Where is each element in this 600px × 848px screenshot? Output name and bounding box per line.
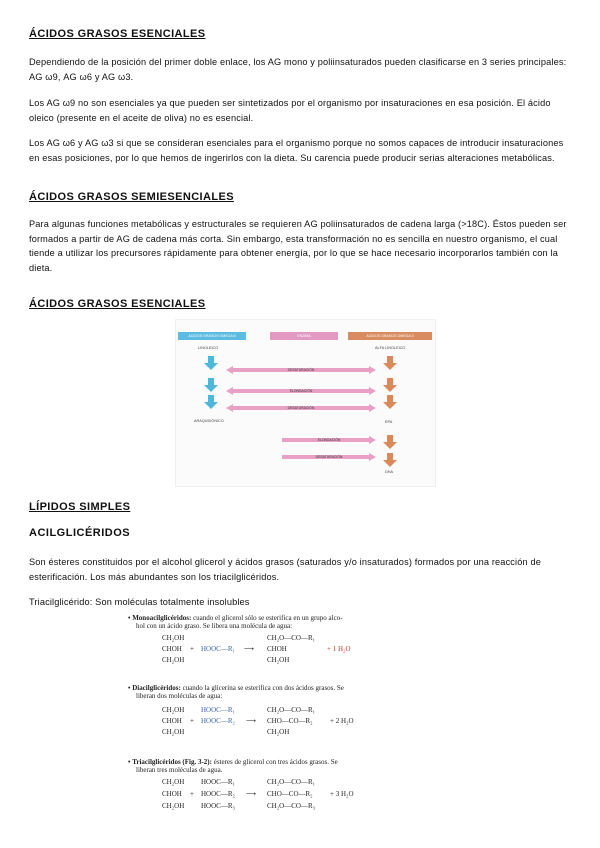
paragraph: Los AG ω9 no son esenciales ya que pueden ser sintetizados por el organismo por insaturaciones en esa posición. El ácido oleico (presente en el aceite de oliva) no es esencial.: [29, 98, 551, 123]
formula: HOOC—R₁: [201, 706, 235, 714]
down-arrow-icon: [204, 395, 218, 409]
mono-title: Monoacilglicéridos:: [132, 614, 192, 622]
heading-lipidos-simples: LÍPIDOS SIMPLES: [29, 501, 131, 513]
formula: HOOC—R₃: [201, 802, 235, 810]
bullet: •: [128, 758, 131, 766]
formula: + 1 H₂O: [327, 645, 351, 653]
acylglyceride-reactions-image: [128, 612, 389, 818]
formula: ⟶: [244, 645, 255, 653]
omega3-header: ACIDOS GRASOS OMEGA 3: [348, 332, 432, 340]
tri-title: Triacilglicéridos (Fig. 3-2):: [132, 758, 212, 766]
epa-label: EPA: [385, 420, 393, 424]
down-arrow-icon: [383, 453, 397, 467]
mono-desc2: hol con un ácido graso. Se libera una molécula de agua:: [136, 622, 293, 630]
formula: +: [190, 645, 194, 653]
mono-desc: cuando el glicerol sólo se esterifica en un grupo alco-: [193, 614, 343, 622]
heading-acidos-grasos-esenciales-2: ÁCIDOS GRASOS ESENCIALES: [29, 298, 206, 310]
formula: +: [190, 717, 194, 725]
di-desc2: liberan dos moléculas de agua:: [136, 692, 223, 700]
dha-label: DHA: [385, 470, 394, 474]
formula: CH₂OH: [267, 656, 290, 664]
formula: CHOH: [162, 717, 182, 725]
down-arrow-icon: [383, 395, 397, 409]
formula: ⟶: [246, 790, 257, 798]
enzyme-arrow: ELONGACIÓN: [282, 437, 376, 443]
tri-desc: ésteres de glicerol con tres ácidos grasos. Se: [213, 758, 338, 766]
formula: +: [190, 790, 194, 798]
paragraph: Dependiendo de la posición del primer doble enlace, los AG mono y poliinsaturados pueden clasificarse en 3 series principales: AG ω9, AG ω6 y AG ω3.: [29, 57, 567, 82]
enzyme-arrow: DESATURACIÓN: [226, 367, 376, 373]
di-desc: cuando la glicerina se esterifica con dos ácidos grasos. Se: [182, 684, 344, 692]
formula: CH₂OH: [267, 728, 290, 736]
paragraph: Los AG ω6 y AG ω3 si que se consideran esenciales para el organismo porque no somos capaces de introducir insaturaciones en esas posiciones, por lo que hemos de ingerirlos con la dieta. Su carencia puede producir serias alteraciones metabólicas.: [29, 138, 564, 163]
heading-acidos-grasos-esenciales: ÁCIDOS GRASOS ESENCIALES: [29, 28, 206, 40]
paragraph-triacilglicerido: Triacilglicérido: Son moléculas totalmente insolubles: [29, 597, 250, 607]
di-title: Diacilglicéridos:: [132, 684, 181, 692]
formula: CHOH: [267, 645, 287, 653]
araquidonico-label: ARAQUIDÓNICO: [194, 419, 224, 423]
formula: ⟶: [246, 717, 257, 725]
omega6-header: ACIDOS GRASOS OMEGA 6: [178, 332, 246, 340]
formula: CH₂OH: [162, 728, 185, 736]
tri-desc2: liberan tres moléculas de agua.: [136, 766, 223, 774]
bullet: •: [128, 684, 131, 692]
alfa-linoleico-label: ALFA LINOLEICO: [375, 346, 406, 350]
formula: CH₂O—CO—R₁: [267, 778, 316, 786]
down-arrow-icon: [383, 435, 397, 449]
formula: CHOH: [162, 790, 182, 798]
enzyme-header: ENZIMA: [270, 332, 338, 340]
formula: CHOH: [162, 645, 182, 653]
omega-pathway-diagram: [175, 319, 436, 487]
enzyme-arrow: DESATURACIÓN: [226, 405, 376, 411]
linoleico-label: LINOLEICO: [198, 346, 219, 350]
formula: + 3 H₂O: [330, 790, 354, 798]
enzyme-arrow: ELONGACIÓN: [226, 388, 376, 394]
formula: CH₂OH: [162, 656, 185, 664]
formula: HOOC—R₁: [201, 778, 235, 786]
formula: HOOC—R₂: [201, 717, 235, 725]
formula: CHO—CO—R₂: [267, 790, 313, 798]
formula: CH₂O—CO—R₃: [267, 802, 316, 810]
down-arrow-icon: [204, 378, 218, 392]
down-arrow-icon: [383, 378, 397, 392]
heading-acidos-grasos-semiesenciales: ÁCIDOS GRASOS SEMIESENCIALES: [29, 191, 234, 203]
formula: CH₂OH: [162, 778, 185, 786]
down-arrow-icon: [204, 356, 218, 370]
formula: CH₂OH: [162, 634, 185, 642]
paragraph: Para algunas funciones metabólicas y estructurales se requieren AG poliinsaturados de cadena larga (>18C). Éstos pueden ser formados a partir de AG de cadena más corta. Sin embargo, esta transformación no es sencilla en nuestro organismo, el cual tiende a utilizar los precursores rápidamente para obtener energía, por lo que se hace necesario incorporarlos también con la dieta.: [29, 219, 567, 273]
formula: CHO—CO—R₂: [267, 717, 313, 725]
formula: CH₂O—CO—R₁: [267, 634, 316, 642]
formula: + 2 H₂O: [330, 717, 354, 725]
enzyme-arrow: DESATURACIÓN: [282, 454, 376, 460]
bullet: •: [128, 614, 131, 622]
paragraph: Son ésteres constituidos por el alcohol glicerol y ácidos grasos (saturados y/o insaturados) formados por una reacción de esterificación. Los más abundantes son los triacilglicéridos.: [29, 557, 541, 582]
formula: HOOC—R₂: [201, 790, 235, 798]
formula: CH₂OH: [162, 706, 185, 714]
formula: HOOC—R₁: [201, 645, 235, 653]
formula: CH₂O—CO—R₁: [267, 706, 316, 714]
formula: CH₂OH: [162, 802, 185, 810]
subheading-acilgliceridos: ACILGLICÉRIDOS: [29, 527, 131, 539]
down-arrow-icon: [383, 356, 397, 370]
